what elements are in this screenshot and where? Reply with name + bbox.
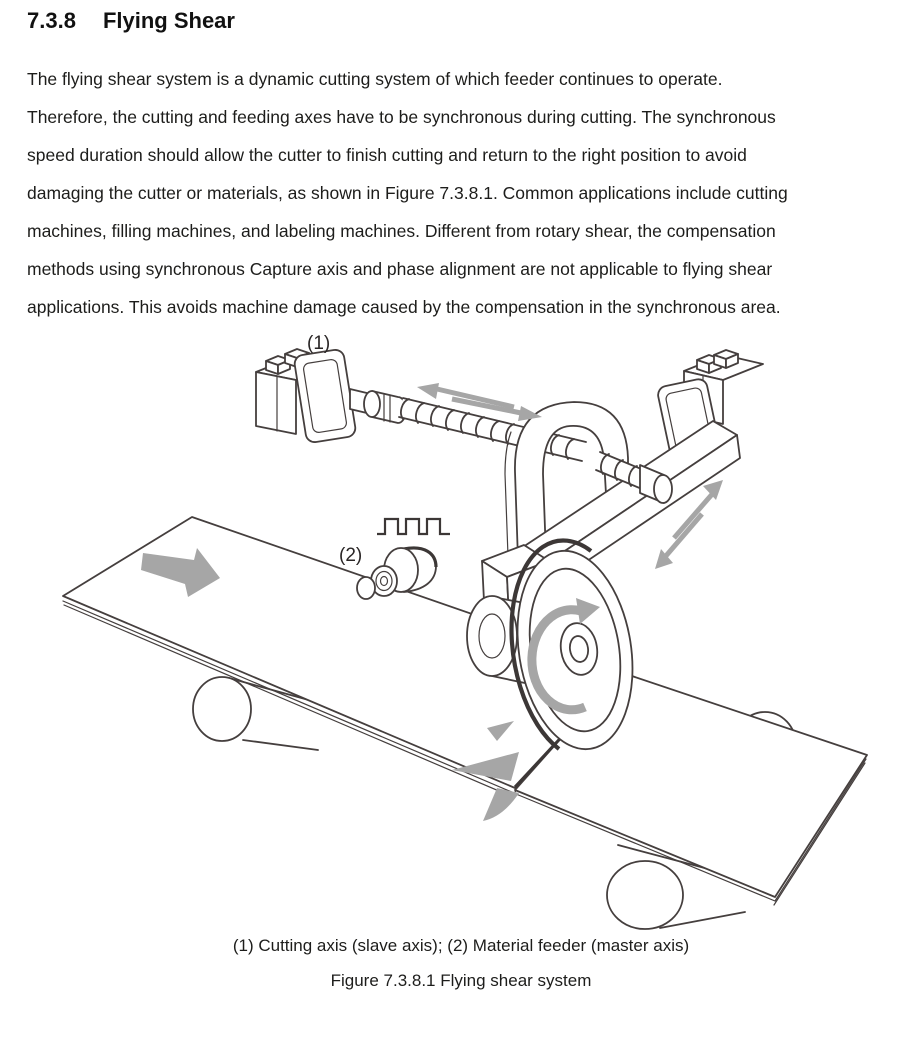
paragraph-line: machines, filling machines, and labeling machines. Different from rotary shear, the compensation — [27, 221, 776, 241]
section-heading — [27, 8, 235, 34]
cutting-axis-motor — [256, 349, 406, 444]
figure-legend: (1) Cutting axis (slave axis); (2) Material feeder (master axis) — [232, 936, 690, 955]
paragraph-line: Therefore, the cutting and feeding axes have to be synchronous during cutting. The synchronous — [27, 107, 776, 127]
figure-label-1: (1) — [307, 333, 331, 354]
pulse-signal-icon — [377, 519, 450, 534]
figure — [0, 325, 922, 940]
section-title: Flying Shear — [102, 8, 235, 33]
paragraph-line: methods using synchronous Capture axis and phase alignment are not applicable to flying shear — [27, 259, 773, 279]
paragraph-line: damaging the cutter or materials, as shown in Figure 7.3.8.1. Common applications include cutting — [27, 183, 788, 203]
flying-shear-figure-illustration — [0, 325, 922, 940]
section-number: 7.3.8 — [27, 8, 76, 33]
paragraph-line: The flying shear system is a dynamic cutting system of which feeder continues to operate. — [27, 69, 723, 89]
figure-label-2: (2) — [339, 545, 363, 566]
paragraph-line: applications. This avoids machine damage caused by the compensation in the synchronous area. — [27, 297, 781, 317]
body-paragraph — [27, 60, 907, 326]
material-feeder-encoder — [357, 548, 436, 599]
figure-caption: Figure 7.3.8.1 Flying shear system — [330, 971, 592, 990]
paragraph-line: speed duration should allow the cutter to finish cutting and return to the right position to avoid — [27, 145, 747, 165]
